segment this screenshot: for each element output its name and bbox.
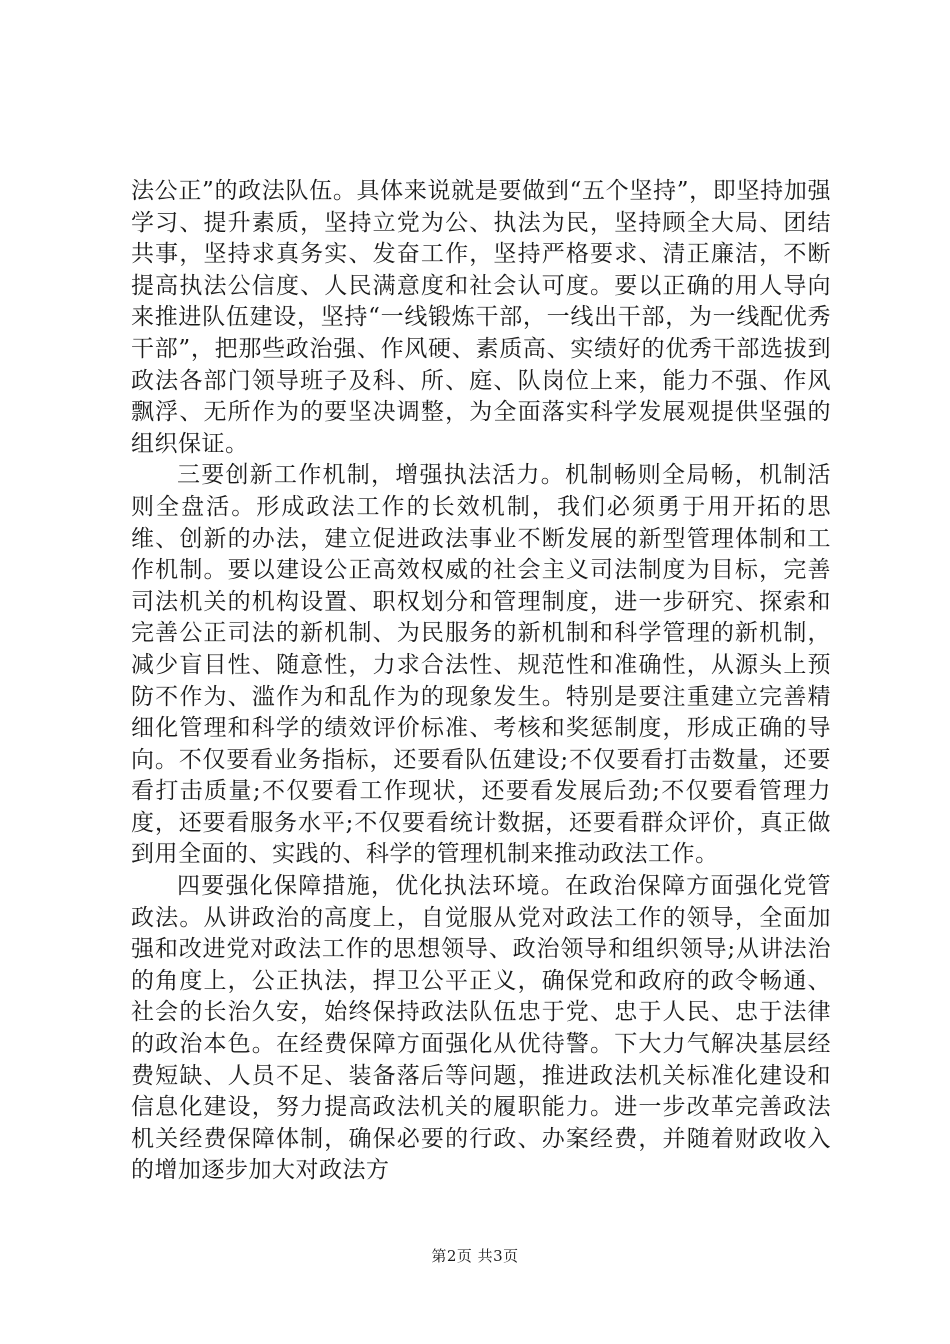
paragraph-four: 四要强化保障措施，优化执法环境。在政治保障方面强化党管政法。从讲政治的高度上，自觉服从党对政法工作的领导，全面加强和改进党对政法工作的思想领导、政治领导和组织领导;从讲法治的角度上，公正执法，捍卫公平正义，确保党和政府的政令畅通、社会的长治久安，始终保持政法队伍忠于党、忠于人民、忠于法律的政治本色。在经费保障方面强化从优待警。下大力气解决基层经费短缺、人员不足、装备落后等问题，推进政法机关标准化建设和信息化建设，努力提高政法机关的履职能力。进一步改革完善政法机关经费保障体制，确保必要的行政、办案经费，并随着财政收入的增加逐步加大对政法方 — [131, 873, 831, 1184]
paragraph-continuation: 法公正”的政法队伍。具体来说就是要做到“五个坚持”，即坚持加强学习、提升素质，坚持立党为公、执法为民，坚持顾全大局、团结共事，坚持求真务实、发奋工作，坚持严格要求、清正廉洁，不断提高执法公信度、人民满意度和社会认可度。要以正确的用人导向来推进队伍建设，坚持“一线锻炼干部，一线出干部，为一线配优秀干部”，把那些政治强、作风硬、素质高、实绩好的优秀干部选拔到政法各部门领导班子及科、所、庭、队岗位上来，能力不强、作风飘浮、无所作为的要坚决调整，为全面落实科学发展观提供坚强的组织保证。 — [131, 178, 831, 457]
page-number-footer: 第2页 共3页 — [431, 1247, 519, 1265]
document-body — [131, 176, 831, 1187]
paragraph-three: 三要创新工作机制，增强执法活力。机制畅则全局畅，机制活则全盘活。形成政法工作的长效机制，我们必须勇于用开拓的思维、创新的办法，建立促进政法事业不断发展的新型管理体制和工作机制。要以建设公正高效权威的社会主义司法制度为目标，完善司法机关的机构设置、职权划分和管理制度，进一步研究、探索和完善公正司法的新机制、为民服务的新机制和科学管理的新机制，减少盲目性、随意性，力求合法性、规范性和准确性，从源头上预防不作为、滥作为和乱作为的现象发生。特别是要注重建立完善精细化管理和科学的绩效评价标准、考核和奖惩制度，形成正确的导向。不仅要看业务指标，还要看队伍建设;不仅要看打击数量，还要看打击质量;不仅要看工作现状，还要看发展后劲;不仅要看管理力度，还要看服务水平;不仅要看统计数据，还要看群众评价，真正做到用全面的、实践的、科学的管理机制来推动政法工作。 — [131, 462, 831, 868]
